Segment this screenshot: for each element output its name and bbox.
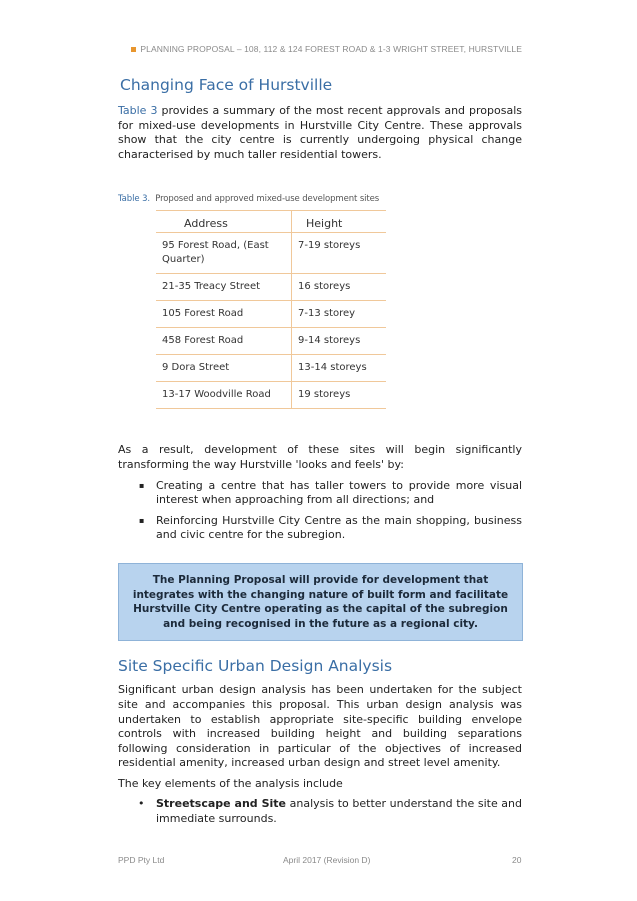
list-item: ▪ Reinforcing Hurstville City Centre as the main shopping, business and civic centre for the subregion. [139,513,522,542]
analysis-bullet-list [118,797,522,826]
table-row [156,233,386,274]
result-paragraph: As a result, development of these sites will begin significantly transforming the way Hurstville 'looks and feels' by: [118,443,522,471]
footer-page-number: 20 [512,855,522,865]
list-item: ▪ Creating a centre that has taller towers to provide more visual interest when approaching from all directions; and [139,478,522,507]
header-text: PLANNING PROPOSAL – 108, 112 & 124 FOREST ROAD & 1-3 WRIGHT STREET, HURSTVILLE [140,44,522,54]
result-bullet-list [118,479,522,543]
orange-square-icon [131,47,136,52]
table-row [156,355,386,382]
cell-address: 458 Forest Road [156,328,292,355]
intro-text: provides a summary of the most recent approvals and proposals for mixed-use developments in Hurstville City Centre. These approvals show that the city centre is currently undergoing physical change characterised by much taller residential towers. [118,104,522,161]
bullet-icon: • [138,797,145,811]
footer-company: PPD Pty Ltd [118,855,165,865]
square-bullet-icon: ▪ [139,480,145,490]
cell-height: 19 storeys [292,382,387,409]
table-caption-text: Proposed and approved mixed-use development sites [155,194,380,205]
section-title-changing-face: Changing Face of Hurstville [120,76,333,94]
cell-height: 7-13 storey [292,301,387,328]
cell-height: 16 storeys [292,274,387,301]
callout-box: The Planning Proposal will provide for development that integrates with the changing nature of built form and facilitate Hurstville City Centre operating as the capital of the subregion and being recognised in the future as a regional city. [118,563,523,641]
table-row [156,328,386,355]
development-sites-table [156,210,386,409]
bullet-bold-term: Streetscape and Site [156,797,287,811]
square-bullet-icon: ▪ [139,515,145,525]
bullet-text: analysis to better understand the site and immediate surrounds. [156,797,522,826]
key-elements-paragraph: The key elements of the analysis include [118,776,343,790]
cell-height: 9-14 storeys [292,328,387,355]
footer-date: April 2017 (Revision D) [283,855,371,865]
table-header-row [156,211,386,233]
intro-paragraph [118,104,522,162]
section-title-urban-design: Site Specific Urban Design Analysis [118,657,393,676]
cell-height: 7-19 storeys [292,233,387,274]
table-caption [118,194,522,204]
cell-address: 9 Dora Street [156,355,292,382]
cell-address: 13-17 Woodville Road [156,382,292,409]
cell-height: 13-14 storeys [292,355,387,382]
header-address: Address [156,211,292,233]
table-caption-number: Table 3. [118,194,150,205]
page-content [118,76,522,827]
cell-address: 21-35 Treacy Street [156,274,292,301]
cell-address: 95 Forest Road, (East Quarter) [156,233,292,274]
running-header [131,44,522,54]
header-height: Height [292,211,387,233]
urban-design-paragraph: Significant urban design analysis has been undertaken for the subject site and accompanies this proposal. This urban design analysis was undertaken to establish appropriate site-specific building envelope controls with increased building height and building separations following consideration in particular of the objectives of increased residential amenity, increased urban design and street level amenity. [118,683,522,770]
table-row [156,301,386,328]
table-row [156,382,386,409]
table-3-link[interactable]: Table 3 [118,104,158,117]
list-item [118,797,522,826]
table-row [156,274,386,301]
cell-address: 105 Forest Road [156,301,292,328]
